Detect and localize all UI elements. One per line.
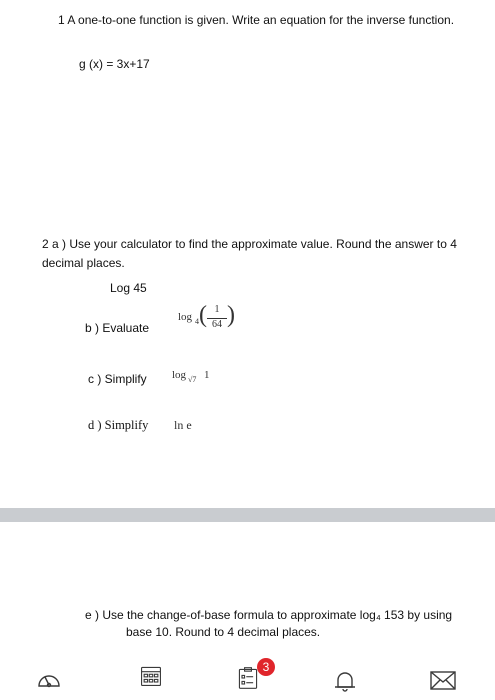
q2d-expression: ln e bbox=[174, 418, 192, 432]
todo-badge: 3 bbox=[257, 658, 275, 676]
calendar-icon[interactable] bbox=[136, 664, 166, 688]
q2b-log: log bbox=[178, 311, 193, 323]
q2b-denominator: 64 bbox=[212, 319, 222, 330]
q2c-base: √7 bbox=[188, 375, 197, 384]
notifications-icon[interactable] bbox=[330, 668, 360, 692]
q2c-argument: 1 bbox=[204, 369, 210, 381]
q2e-line1: e ) Use the change-of-base formula to approximate log₄ 153 by using bbox=[85, 608, 453, 622]
q2e-line2: base 10. Round to 4 decimal places. bbox=[126, 625, 321, 639]
q2b-paren-open: ( bbox=[199, 302, 207, 328]
q2b-base: 4 bbox=[195, 317, 199, 326]
page-divider bbox=[0, 508, 495, 522]
q1-function: g (x) = 3x+17 bbox=[79, 57, 150, 71]
q2c-log: log bbox=[172, 369, 187, 381]
inbox-icon[interactable] bbox=[428, 668, 458, 692]
dashboard-icon[interactable] bbox=[34, 667, 64, 691]
q2-prompt-line2: decimal places. bbox=[42, 256, 125, 270]
q2c-expression bbox=[172, 368, 222, 388]
q2c-label: c ) Simplify bbox=[88, 372, 147, 386]
q2b-numerator: 1 bbox=[214, 304, 220, 315]
q2b-expression bbox=[178, 300, 238, 340]
q2b-paren-close: ) bbox=[227, 302, 235, 328]
q2-prompt-line1: 2 a ) Use your calculator to find the approximate value. Round the answer to 4 bbox=[42, 237, 457, 251]
q2d-label: d ) Simplify bbox=[88, 418, 149, 432]
q2b-label: b ) Evaluate bbox=[85, 321, 150, 335]
q1-prompt: 1 A one-to-one function is given. Write an equation for the inverse function. bbox=[58, 13, 455, 27]
q2a-expression: Log 45 bbox=[110, 281, 147, 295]
